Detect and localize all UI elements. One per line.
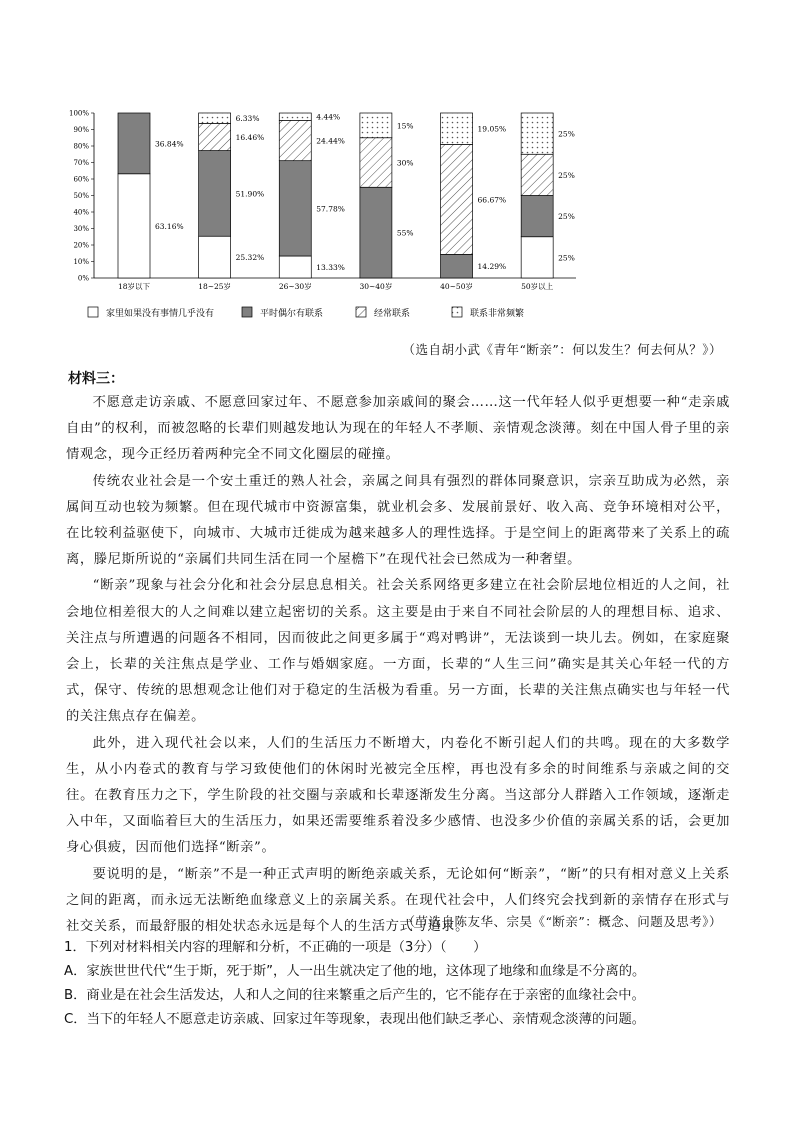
data-label: 15% [396, 121, 414, 131]
question-1 [64, 936, 744, 1032]
bar-segment [199, 151, 231, 237]
y-tick-label: 50% [73, 192, 89, 200]
y-tick-label: 70% [73, 159, 89, 167]
data-label: 30% [396, 158, 414, 168]
bar-segment [360, 138, 392, 188]
bar-segment [279, 120, 311, 160]
y-tick-label: 0% [77, 274, 89, 283]
legend-swatch [242, 307, 252, 317]
paragraph: 不愿意走访亲戚、不愿意回家过年、不愿意参加亲戚间的聚会……这一代年轻人似乎更想要一种“走亲戚自由”的权利，而被忽略的长辈们则越发地认为现在的年轻人不孝顺、亲情观念淡薄。刻在中国人骨子里的亲情观念，现今正经历着两种完全不同文化圈层的碰撞。 [66, 395, 730, 463]
option-b[interactable]: B．商业是在社会生活发达，人和人之间的往来繁重之后产生的，它不能存在于亲密的血缘社会中。 [64, 988, 645, 1003]
data-label: 25% [558, 129, 575, 139]
legend-swatch [356, 307, 366, 317]
data-label: 63.16% [155, 221, 184, 231]
material-3-body [66, 390, 730, 940]
bar-segment [118, 174, 150, 278]
x-tick-label: 18岁以下 [117, 282, 151, 291]
bar-segment [118, 113, 150, 174]
bar-segment [441, 254, 473, 278]
data-label: 66.67% [477, 195, 507, 205]
data-label: 25% [558, 170, 575, 180]
legend-label: 联系非常频繁 [470, 309, 525, 319]
data-label: 55% [396, 228, 414, 238]
legend-label: 平时偶尔有联系 [260, 309, 324, 319]
data-label: 19.05% [477, 124, 507, 134]
paragraph: 传统农业社会是一个安土重迁的熟人社会，亲属之间具有强烈的群体同聚意识，宗亲互助成为必然，亲属间互动也较为频繁。但在现代城市中资源富集，就业机会多、发展前景好、收入高、竞争环境相对公平，在比较利益驱使下，向城市、大城市迁徙成为越来越多人的理性选择。于是空间上的距离带来了关系上的疏离，滕尼斯所说的“亲属们共同生活在同一个屋檐下”在现代社会已然成为一种奢望。 [66, 473, 730, 568]
bar-segment [521, 237, 553, 278]
bar-segment [521, 154, 553, 195]
y-tick-label: 100% [68, 109, 89, 118]
data-label: 57.78% [316, 204, 345, 214]
data-label: 51.90% [235, 189, 265, 199]
y-tick-label: 40% [73, 208, 89, 217]
option-c[interactable]: C．当下的年轻人不愿意走访亲戚、回家过年等现象，表现出他们缺乏孝心、亲情观念淡薄的问题。 [64, 1012, 646, 1027]
bar-segment [199, 113, 231, 123]
bar-segment [360, 113, 392, 138]
data-label: 25% [558, 212, 575, 222]
bar-segment [441, 113, 473, 144]
source-citation-1: （选自胡小武《青年“断亲”：何以发生？何去何从？》） [402, 342, 722, 357]
paragraph: 此外，进入现代社会以来，人们的生活压力不断增大，内卷化不断引起人们的共鸣。现在的大多数学生，从小内卷式的教育与学习致使他们的休闲时光被完全压榨，再也没有多余的时间维系与亲戚之间的交往。在教育压力之下，学生阶段的社交圈与亲戚和长辈逐渐发生分离。当这部分人群踏入工作领域，逐渐走入中年，又面临着巨大的生活压力，如果还需要维系着没多少感情、也没多少价值的亲属关系的话，会更加身心俱疲，因而他们选择“断亲”。 [66, 735, 730, 856]
bar-segment [360, 187, 392, 278]
option-a[interactable]: A．家族世世代代“生于斯，死于斯”，人一出生就决定了他的地，这体现了地缘和血缘是不分离的。 [64, 964, 646, 979]
legend-label: 经常联系 [374, 309, 411, 319]
bar-segment [441, 144, 473, 254]
paragraph: “断亲”现象与社会分化和社会分层息息相关。社会关系网络更多建立在社会阶层地位相近的人之间，社会地位相差很大的人之间难以建立起密切的关系。这主要是由于来自不同社会阶层的人的理想目标、追求、关注点与所遭遇的问题各不相同，因而彼此之间更多属于“鸡对鸭讲”，无法谈到一块儿去。例如，在家庭聚会上，长辈的关注焦点是学业、工作与婚姻家庭。一方面，长辈的“人生三问”确实是其关心年轻一代的方式，保守、传统的思想观念让他们对于稳定的生活极为看重。另一方面，长辈的关注焦点确实也与年轻一代的关注焦点存在偏差。 [66, 578, 730, 725]
source-citation-2: （节选自陈友华、宗昊《“断亲”：概念、问题及思考》） [402, 914, 722, 929]
data-label: 4.44% [316, 112, 341, 122]
bar-segment [199, 123, 231, 150]
bar-segment [199, 236, 231, 278]
data-label: 24.44% [316, 136, 345, 146]
data-label: 13.33% [316, 263, 345, 273]
bar-segment [279, 161, 311, 256]
question-stem: 1．下列对材料相关内容的理解和分析，不正确的一项是（3分）（ ） [64, 940, 487, 955]
x-tick-label: 18~25岁 [198, 282, 232, 291]
bar-segment [521, 113, 553, 154]
y-tick-label: 80% [73, 142, 89, 151]
legend-swatch [452, 307, 462, 317]
stacked-bar-chart [60, 105, 580, 330]
data-label: 36.84% [155, 139, 184, 149]
data-label: 25% [558, 253, 575, 263]
bar-segment [279, 256, 311, 278]
bar-segment [521, 196, 553, 237]
x-tick-label: 30~40岁 [359, 282, 393, 291]
bar-segment [279, 113, 311, 120]
y-tick-label: 30% [73, 225, 89, 233]
x-tick-label: 50岁以上 [521, 282, 554, 291]
y-tick-label: 90% [73, 126, 89, 134]
y-tick-label: 60% [73, 175, 89, 184]
data-label: 16.46% [235, 133, 265, 143]
y-tick-label: 20% [73, 241, 89, 250]
x-tick-label: 40~50岁 [440, 282, 473, 291]
y-tick-label: 10% [73, 258, 89, 266]
data-label: 14.29% [477, 262, 507, 272]
paragraph: 要说明的是，“断亲”不是一种正式声明的断绝亲戚关系，无论如何“断亲”，“断”的只有相对意义上关系之间的距离，而永远无法断绝血缘意义上的亲属关系。在现代社会中，人们终究会找到新的亲情存在形式与社交关系，而最舒服的相处状态永远是每个人的生活方式与追求。 [66, 866, 730, 935]
legend-label: 家里如果没有事情几乎没有 [106, 309, 215, 319]
x-tick-label: 26~30岁 [278, 282, 312, 291]
data-label: 25.32% [235, 253, 265, 263]
legend-swatch [88, 307, 98, 317]
material-3-title: 材料三： [68, 371, 124, 387]
data-label: 6.33% [235, 114, 260, 124]
